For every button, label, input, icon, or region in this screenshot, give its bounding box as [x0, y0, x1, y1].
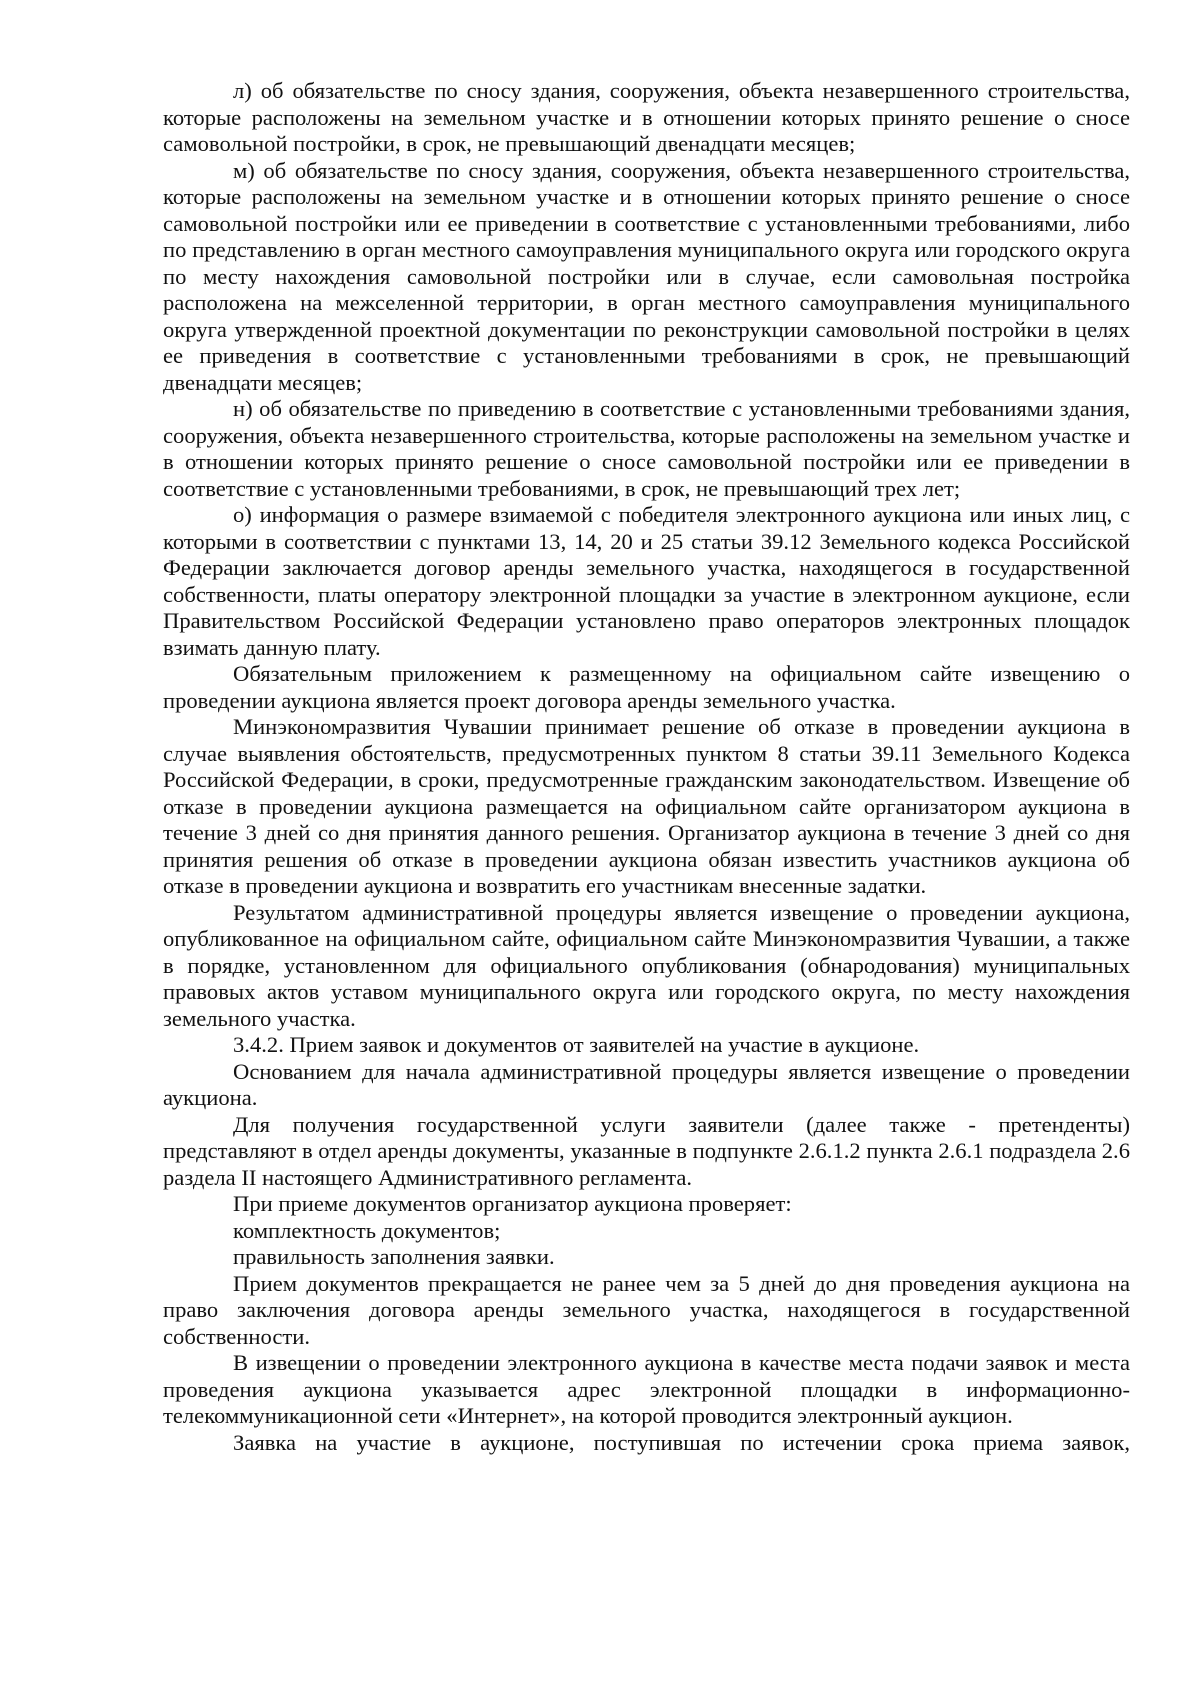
section-heading-3-4-2: 3.4.2. Прием заявок и документов от заявителей на участие в аукционе.: [233, 1032, 920, 1057]
paragraph-n: н) об обязательстве по приведению в соответствие с установленными требованиями здания, сооружения, объекта незавершенного строительства, которые расположены на земельном участке и в отношении которых принято решение о сносе самовольной постройки или ее приведении в соответствие с установленными требованиями, в срок, не превышающий трех лет;: [163, 396, 1130, 501]
paragraph-refusal: Минэкономразвития Чувашии принимает решение об отказе в проведении аукциона в случае выявления обстоятельств, предусмотренных пунктом 8 статьи 39.11 Земельного Кодекса Российской Федерации, в сроки, предусмотренные гражданским законодательством. Извещение об отказе в проведении аукциона размещается на официальном сайте организатором аукциона в течение 3 дней со дня принятия данного решения. Организатор аукциона в течение 3 дней со дня принятия решения об отказе в проведении аукциона обязан известить участников аукциона об отказе в проведении аукциона и возвратить его участникам внесенные задатки.: [163, 714, 1130, 898]
paragraph-m: м) об обязательстве по сносу здания, сооружения, объекта незавершенного строительства, которые расположены на земельном участке и в отношении которых принято решение о сносе самовольной постройки или ее приведении в соответствие с установленными требованиями, либо по представлению в орган местного самоуправления муниципального округа или городского округа по месту нахождения самовольной постройки или в случае, если самовольная постройка расположена на межселенной территории, в орган местного самоуправления муниципального округа утвержденной проектной документации по реконструкции самовольной постройки в целях ее приведения в соответствие с установленными требованиями в срок, не превышающий двенадцати месяцев;: [163, 157, 1130, 395]
document-body: [163, 78, 1130, 1456]
paragraph-check-correctness: правильность заполнения заявки.: [233, 1244, 555, 1269]
paragraph-applicants: Для получения государственной услуги заявители (далее также - претенденты) представляют в отдел аренды документы, указанные в подпункте 2.6.1.2 пункта 2.6.1 подраздела 2.6 раздела II настоящего Административного регламента.: [163, 1111, 1130, 1190]
paragraph-o: о) информация о размере взимаемой с победителя электронного аукциона или иных лиц, с которыми в соответствии с пунктами 13, 14, 20 и 25 статьи 39.12 Земельного кодекса Российской Федерации заключается договор аренды земельного участка, находящегося в государственной собственности, платы оператору электронной площадки за участие в электронном аукционе, если Правительством Российской Федерации установлено право операторов электронных площадок взимать данную плату.: [163, 502, 1130, 660]
paragraph-check-completeness: комплектность документов;: [233, 1217, 501, 1243]
paragraph-basis: Основанием для начала административной процедуры является извещение о проведении аукциона.: [163, 1058, 1130, 1110]
paragraph-electronic-auction: В извещении о проведении электронного аукциона в качестве места подачи заявок и места проведения аукциона указывается адрес электронной площадки в информационно-телекоммуникационной сети «Интернет», на которой проводится электронный аукцион.: [163, 1350, 1130, 1428]
paragraph-checks-intro: При приеме документов организатор аукциона проверяет:: [233, 1191, 792, 1216]
paragraph-l: л) об обязательстве по сносу здания, сооружения, объекта незавершенного строительства, которые расположены на земельном участке и в отношении которых принято решение о сносе самовольной постройки, в срок, не превышающий двенадцати месяцев;: [163, 78, 1130, 156]
paragraph-deadline: Прием документов прекращается не ранее чем за 5 дней до дня проведения аукциона на право заключения договора аренды земельного участка, находящегося в государственной собственности.: [163, 1270, 1130, 1349]
paragraph-result: Результатом административной процедуры является извещение о проведении аукциона, опубликованное на официальном сайте, официальном сайте Минэкономразвития Чувашии, а также в порядке, установленном для официального опубликования (обнародования) муниципальных правовых актов уставом муниципального округа или городского округа, по месту нахождения земельного участка.: [163, 899, 1130, 1031]
paragraph-late-application: Заявка на участие в аукционе, поступившая по истечении срока приема заявок,: [233, 1429, 1130, 1455]
paragraph-mandatory-annex: Обязательным приложением к размещенному на официальном сайте извещению о проведении аукциона является проект договора аренды земельного участка.: [163, 661, 1130, 713]
